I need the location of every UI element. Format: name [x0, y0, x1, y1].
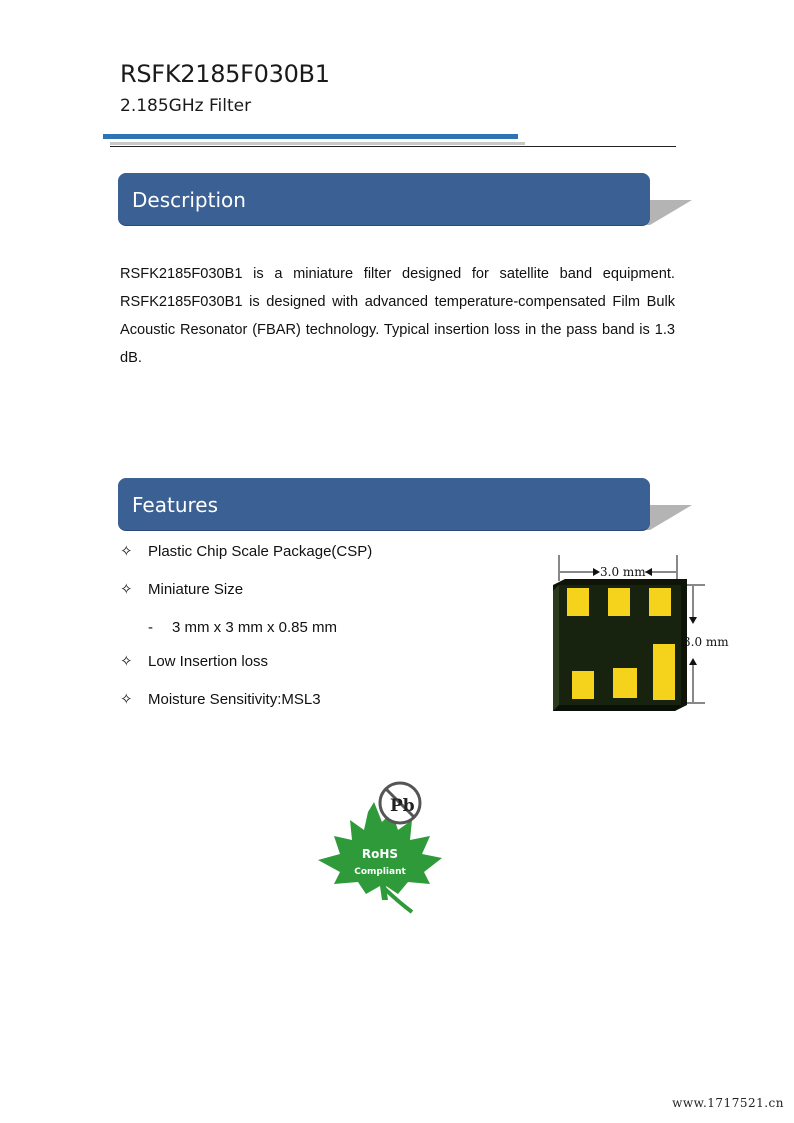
chip-edge — [553, 585, 559, 711]
height-dimension-label: 3.0 mm — [683, 635, 729, 649]
feature-item — [120, 580, 243, 598]
feature-label: Moisture Sensitivity:MSL3 — [148, 691, 321, 708]
lead-symbol: Pb — [390, 796, 415, 816]
feature-item — [120, 690, 321, 708]
width-dimension-label: 3.0 mm — [600, 565, 646, 579]
header-rule-gray — [110, 142, 525, 145]
features-section-bar — [118, 478, 650, 530]
feature-item — [120, 542, 372, 560]
rohs-label: RoHS — [361, 847, 399, 861]
chip-pad — [653, 644, 675, 700]
rohs-compliant-logo — [312, 778, 448, 918]
chip-pad — [572, 671, 594, 699]
bullet-star-icon: ✧ — [120, 580, 133, 598]
feature-label: Low Insertion loss — [148, 653, 269, 670]
bullet-star-icon: ✧ — [120, 690, 133, 708]
arrow-left-icon — [645, 568, 652, 576]
part-subtitle: 2.185GHz Filter — [120, 96, 252, 116]
feature-item — [120, 652, 268, 670]
description-section-bar — [118, 173, 650, 225]
package-drawing — [545, 555, 735, 715]
feature-label: Miniature Size — [148, 581, 244, 598]
description-text: RSFK2185F030B1 is a miniature filter designed for satellite band equipment. RSFK2185F030B1 is designed with advanced temperature-compensated Film Bulk Acoustic Resonator (FBAR) technology. Typical insertion loss in the pass band is 1.3 dB. — [120, 266, 675, 366]
chip-pad — [613, 668, 637, 698]
header-rule-thin — [110, 146, 676, 147]
description-heading: Description — [132, 188, 246, 212]
arrow-down-icon — [689, 617, 697, 624]
chip-pad — [567, 588, 589, 616]
chip-pad — [649, 588, 671, 616]
feature-label: Plastic Chip Scale Package(CSP) — [148, 543, 373, 560]
chip-pad — [608, 588, 630, 616]
bullet-star-icon: ✧ — [120, 652, 133, 670]
arrow-up-icon — [689, 658, 697, 665]
feature-sub-label: 3 mm x 3 mm x 0.85 mm — [172, 619, 338, 636]
compliant-label: Compliant — [354, 867, 406, 877]
footer-url: www.1717521.cn — [672, 1096, 784, 1110]
bullet-star-icon: ✧ — [120, 542, 133, 560]
features-heading: Features — [132, 493, 218, 517]
feature-sub-item — [148, 619, 337, 636]
dash-marker: - — [148, 619, 153, 636]
chip-bottom-edge — [553, 705, 681, 711]
part-title: RSFK2185F030B1 — [120, 60, 330, 88]
header-rule-blue — [103, 134, 518, 139]
arrow-right-icon — [593, 568, 600, 576]
